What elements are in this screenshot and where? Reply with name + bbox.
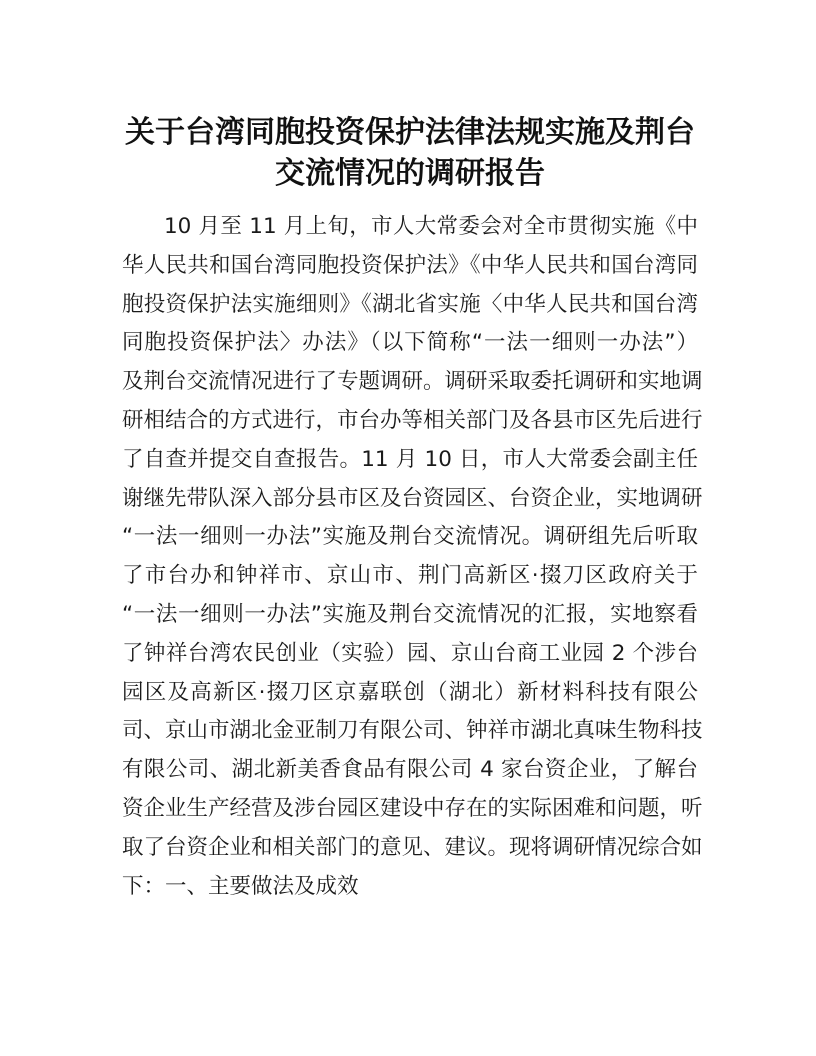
- body-line: 胞投资保护法实施细则》《湖北省实施〈中华人民共和国台湾: [122, 291, 698, 317]
- body-line: 司、京山市湖北金亚制刀有限公司、钟祥市湖北真味生物科技: [122, 718, 703, 744]
- body-line: 同胞投资保护法〉办法》（以下简称“一法一细则一办法”）: [122, 330, 698, 356]
- body-line: 及荆台交流情况进行了专题调研。调研采取委托调研和实地调: [122, 369, 703, 395]
- document-body: [122, 208, 703, 906]
- body-line: 谢继先带队深入部分县市区及台资园区、台资企业，实地调研: [122, 485, 703, 511]
- body-line: 取了台资企业和相关部门的意见、建议。现将调研情况综合如: [122, 834, 703, 860]
- title-line: 交流情况的调研报告: [275, 156, 545, 191]
- body-line: 研相结合的方式进行，市台办等相关部门及各县市区先后进行: [122, 407, 703, 433]
- body-line: 有限公司、湖北新美香食品有限公司 4 家台资企业，了解台: [122, 757, 698, 783]
- body-line: 了钟祥台湾农民创业（实验）园、京山台商工业园 2 个涉台: [122, 640, 698, 666]
- title-line: 关于台湾同胞投资保护法律法规实施及荆台: [125, 115, 695, 150]
- document-title: [110, 112, 710, 194]
- body-line: 华人民共和国台湾同胞投资保护法》《中华人民共和国台湾同: [122, 252, 698, 278]
- body-line: “一法一细则一办法”实施及荆台交流情况的汇报，实地察看: [122, 601, 698, 627]
- body-line: 资企业生产经营及涉台园区建设中存在的实际困难和问题，听: [122, 795, 703, 821]
- body-line: 了市台办和钟祥市、京山市、荆门高新区·掇刀区政府关于: [122, 563, 698, 589]
- body-line: 了自查并提交自查报告。11 月 10 日，市人大常委会副主任: [122, 446, 698, 472]
- body-line: 10 月至 11 月上旬，市人大常委会对全市贯彻实施《中: [164, 214, 698, 239]
- body-line: “一法一细则一办法”实施及荆台交流情况。调研组先后听取: [122, 524, 698, 550]
- body-line: 园区及高新区·掇刀区京嘉联创（湖北）新材料科技有限公: [122, 679, 698, 705]
- body-line: 下：一、主要做法及成效: [122, 873, 359, 899]
